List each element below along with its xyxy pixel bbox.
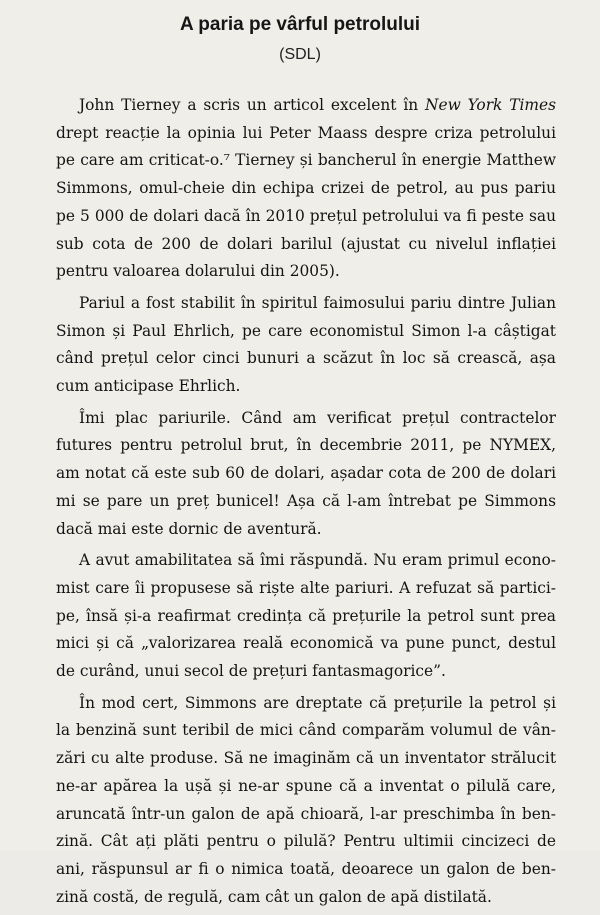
text-run: Simon și Paul Ehrlich, pe care economistul Simon l-a câștigat <box>56 321 556 340</box>
text-line <box>56 630 556 658</box>
text-run: zină. Cât ați plăti pentru o pilulă? Pentru ultimii cincizeci de <box>56 832 556 851</box>
text-line <box>56 745 556 773</box>
text-line <box>56 575 556 603</box>
paragraph <box>56 690 556 912</box>
text-line <box>56 547 556 575</box>
paragraph <box>56 547 556 686</box>
text-run: mi se pare un preț bunicel! Așa că l-am întrebat pe Simmons <box>56 491 556 510</box>
text-run: când prețul celor cinci bunuri a scăzut în loc să crească, așa <box>56 349 556 368</box>
text-run: Simmons, omul-cheie din echipa crizei de petrol, au pus pariu <box>56 179 556 198</box>
text-line <box>56 717 556 745</box>
paragraph <box>56 290 556 401</box>
text-run: mici și că „valorizarea reală economică va pune punct, destul <box>56 634 556 653</box>
text-line <box>56 690 556 718</box>
text-run: dacă mai este dornic de aventură. <box>56 519 322 538</box>
text-run: zări cu alte produse. Să ne imaginăm că un inventator strălucit <box>56 749 556 768</box>
text-line <box>56 318 556 346</box>
text-run: ne-ar apărea la ușă și ne-ar spune că a inventat o pilulă care, <box>56 776 556 795</box>
text-run: pe, însă și-a reafirmat credința că prețurile la petrol sunt prea <box>56 606 556 625</box>
text-run: ani, răspunsul ar fi o nimica toată, deoarece un galon de ben- <box>56 859 556 878</box>
text-run: Îmi plac pariurile. Când am verificat prețul contractelor <box>79 408 556 427</box>
text-line <box>56 828 556 856</box>
text-line <box>56 801 556 829</box>
text-line <box>56 175 556 203</box>
text-line <box>56 773 556 801</box>
article-body <box>56 92 556 915</box>
text-line <box>56 658 556 686</box>
text-run: Pariul a fost stabilit în spiritul faimosului pariu dintre Julian <box>79 293 556 312</box>
italic-text: New York Times <box>425 96 557 114</box>
text-line <box>56 203 556 231</box>
text-line <box>56 884 556 912</box>
text-run: zină costă, de regulă, cam cât un galon de apă distilată. <box>56 887 492 906</box>
paragraph <box>56 92 556 286</box>
text-line <box>56 92 556 120</box>
text-line <box>56 345 556 373</box>
text-run: pe care am criticat-o.⁷ Tierney și bancherul în energie Matthew <box>56 151 556 170</box>
text-line <box>56 603 556 631</box>
text-run: pentru valoarea dolarului din 2005). <box>56 262 340 281</box>
text-line <box>56 488 556 516</box>
text-run: pe 5 000 de dolari dacă în 2010 prețul petrolului va fi peste sau <box>56 206 556 225</box>
text-line <box>56 856 556 884</box>
text-line <box>56 231 556 259</box>
text-run: aruncată într-un galon de apă chioară, l-ar preschimba în ben- <box>56 804 556 823</box>
text-run: mist care îi propusese să riște alte pariuri. A refuzat să partici- <box>56 578 556 597</box>
text-line <box>56 460 556 488</box>
text-run: cum anticipase Ehrlich. <box>56 377 241 396</box>
text-line <box>56 516 556 544</box>
text-run: John Tierney a scris un articol excelent în <box>79 96 426 114</box>
text-run: de curând, unui secol de prețuri fantasmagorice”. <box>56 662 446 681</box>
text-run: sub cota de 200 de dolari barilul (ajustat cu nivelul inflației <box>56 234 556 253</box>
text-line <box>56 290 556 318</box>
text-run: la benzină sunt teribil de mici când comparăm volumul de vân- <box>56 721 556 740</box>
paragraph <box>56 405 556 544</box>
text-line <box>56 147 556 175</box>
text-run: am notat că este sub 60 de dolari, așadar cota de 200 de dolari <box>56 464 556 483</box>
text-line <box>56 373 556 401</box>
text-run: În mod cert, Simmons are dreptate că prețurile la petrol și <box>79 693 556 712</box>
text-run: futures pentru petrolul brut, în decembrie 2011, pe NYMEX, <box>56 436 556 455</box>
page-title: A paria pe vârful petrolului <box>179 14 420 35</box>
text-line <box>56 432 556 460</box>
text-run: drept reacție la opinia lui Peter Maass despre criza petrolului <box>56 123 556 142</box>
text-line <box>56 405 556 433</box>
text-line <box>56 258 556 286</box>
page-subtitle: (SDL) <box>279 46 321 63</box>
text-line <box>56 120 556 148</box>
text-run: A avut amabilitatea să îmi răspundă. Nu eram primul econo- <box>79 551 556 570</box>
